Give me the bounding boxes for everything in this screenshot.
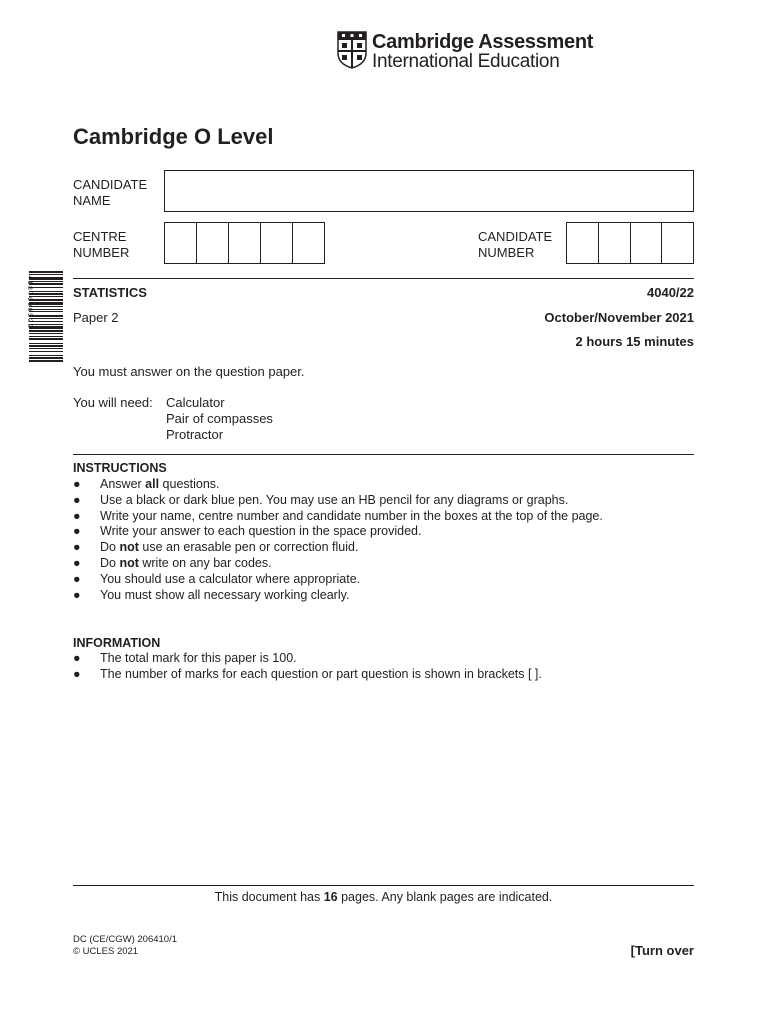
- bullet-icon: ●: [73, 477, 81, 491]
- logo-line-2: International Education: [372, 51, 560, 72]
- centre-number-label: [73, 229, 129, 261]
- instruction-text: You should use a calculator where appropriate.: [100, 571, 361, 586]
- bullet-icon: ●: [73, 540, 81, 555]
- barcode-bar: [29, 330, 63, 332]
- bullet-icon: ●: [73, 666, 81, 681]
- equipment-item: Calculator: [166, 395, 225, 410]
- barcode-bar: [29, 271, 63, 273]
- barcode-bar: [29, 296, 63, 297]
- list-item: [73, 651, 694, 667]
- subject: STATISTICS: [73, 285, 147, 300]
- candidate-number-box[interactable]: [567, 223, 598, 263]
- barcode-bar: [29, 326, 63, 329]
- logo-line-1: Cambridge Assessment: [372, 31, 594, 53]
- page-count: 16: [323, 890, 338, 904]
- centre-number-box[interactable]: [260, 223, 292, 263]
- centre-number-label-line2: NUMBER: [73, 245, 130, 260]
- instruction-emphasis: all: [145, 477, 160, 491]
- bullet-icon: ●: [73, 492, 81, 507]
- list-item: [73, 556, 694, 572]
- barcode-bar: [29, 274, 63, 275]
- instructions-list: [73, 477, 694, 603]
- barcode-bar: [29, 299, 63, 301]
- paper-code: 4040/22: [647, 285, 694, 300]
- bullet-icon: ●: [73, 555, 81, 570]
- barcode-bar: [29, 283, 63, 285]
- candidate-number-field[interactable]: [566, 222, 694, 264]
- information-text: The number of marks for each question or part question is shown in brackets [ ].: [100, 666, 542, 681]
- barcode-bar: [29, 360, 63, 362]
- list-item: [73, 667, 694, 683]
- barcode-bar: [29, 287, 63, 288]
- need-label: You will need:: [73, 395, 153, 410]
- centre-number-label-line1: CENTRE: [73, 229, 127, 244]
- barcode-bar: [29, 309, 63, 310]
- information-heading: INFORMATION: [73, 636, 161, 650]
- barcode-bar: [29, 333, 63, 334]
- centre-number-box[interactable]: [196, 223, 228, 263]
- instruction-text: write on any bar codes.: [138, 555, 272, 570]
- barcode-bar: [29, 345, 63, 347]
- candidate-name-field[interactable]: [164, 170, 694, 212]
- candidate-number-label-line2: NUMBER: [478, 245, 535, 260]
- candidate-number-label-line1: CANDIDATE: [478, 229, 553, 244]
- centre-number-field[interactable]: [164, 222, 325, 264]
- centre-number-box[interactable]: [165, 223, 196, 263]
- barcode-bar: [29, 291, 63, 292]
- list-item: [73, 588, 694, 604]
- barcode-bars: [29, 271, 63, 409]
- bullet-icon: ●: [73, 571, 81, 586]
- instructions-heading: INSTRUCTIONS: [73, 461, 167, 475]
- barcode-bar: [29, 311, 63, 312]
- list-item: [73, 493, 694, 509]
- barcode: [29, 271, 63, 409]
- divider: [73, 885, 694, 886]
- candidate-number-box[interactable]: [630, 223, 662, 263]
- page-count-text: This document has: [214, 890, 324, 904]
- instruction-text: use an erasable pen or correction fluid.: [138, 540, 359, 555]
- barcode-bar: [29, 324, 63, 325]
- centre-number-box[interactable]: [292, 223, 324, 263]
- barcode-bar: [29, 355, 63, 356]
- list-item: [73, 477, 694, 493]
- instruction-text: Write your name, centre number and candidate number in the boxes at the top of the page.: [100, 508, 603, 523]
- barcode-bar: [29, 281, 63, 282]
- answer-note: You must answer on the question paper.: [73, 364, 305, 379]
- equipment-list: [166, 395, 273, 443]
- instruction-text: questions.: [159, 477, 220, 491]
- page-title: Cambridge O Level: [73, 124, 274, 149]
- list-item: [73, 524, 694, 540]
- page-count-note: [73, 890, 694, 904]
- candidate-name-label-line2: NAME: [73, 193, 111, 208]
- turn-over: [Turn over: [630, 943, 694, 958]
- list-item: [73, 540, 694, 556]
- list-item: [73, 509, 694, 525]
- information-list: [73, 651, 694, 683]
- barcode-text: * 4 1 8 7 6 9 6 5 2 2 *: [26, 271, 33, 333]
- instruction-text: Do: [100, 540, 120, 555]
- bullet-icon: ●: [73, 587, 81, 602]
- list-item: [73, 572, 694, 588]
- barcode-bar: [29, 277, 63, 280]
- divider: [73, 278, 694, 279]
- barcode-number: [23, 271, 33, 409]
- centre-number-box[interactable]: [228, 223, 260, 263]
- barcode-bar: [29, 293, 63, 295]
- cambridge-crest-icon: [337, 31, 367, 69]
- instruction-emphasis: not: [119, 555, 139, 570]
- instruction-emphasis: not: [119, 540, 139, 555]
- barcode-bar: [29, 321, 63, 322]
- instruction-text: Write your answer to each question in the space provided.: [100, 524, 422, 539]
- divider: [73, 454, 694, 455]
- page-count-text: pages. Any blank pages are indicated.: [337, 890, 553, 904]
- candidate-number-box[interactable]: [598, 223, 630, 263]
- barcode-bar: [29, 302, 63, 305]
- barcode-bar: [29, 338, 63, 340]
- exam-session: October/November 2021: [544, 310, 694, 325]
- candidate-name-label: [73, 177, 147, 209]
- information-text: The total mark for this paper is 100.: [100, 651, 297, 665]
- candidate-number-box[interactable]: [661, 223, 693, 263]
- document-reference: DC (CE/CGW) 206410/1: [73, 934, 178, 945]
- bullet-icon: ●: [73, 524, 81, 539]
- barcode-bar: [29, 336, 63, 337]
- instruction-text: Do: [100, 555, 120, 570]
- barcode-bar: [29, 343, 63, 344]
- instruction-text: Use a black or dark blue pen. You may use an HB pencil for any diagrams or graphs.: [100, 492, 569, 507]
- bullet-icon: ●: [73, 651, 81, 665]
- exam-duration: 2 hours 15 minutes: [575, 334, 694, 349]
- instruction-text: You must show all necessary working clearly.: [100, 587, 350, 602]
- copyright: © UCLES 2021: [73, 946, 139, 957]
- barcode-bar: [29, 306, 63, 307]
- equipment-item: Protractor: [166, 427, 224, 442]
- bullet-icon: ●: [73, 508, 81, 523]
- barcode-bar: [29, 357, 63, 359]
- candidate-number-label: [478, 229, 552, 261]
- barcode-bar: [29, 318, 63, 319]
- paper-number: Paper 2: [73, 310, 119, 325]
- instruction-text: Answer: [100, 477, 146, 491]
- barcode-bar: [29, 348, 63, 349]
- cambridge-logo: [337, 31, 594, 73]
- barcode-bar: [29, 351, 63, 352]
- equipment-item: Pair of compasses: [166, 411, 273, 426]
- barcode-bar: [29, 315, 63, 317]
- candidate-name-label-line1: CANDIDATE: [73, 177, 148, 192]
